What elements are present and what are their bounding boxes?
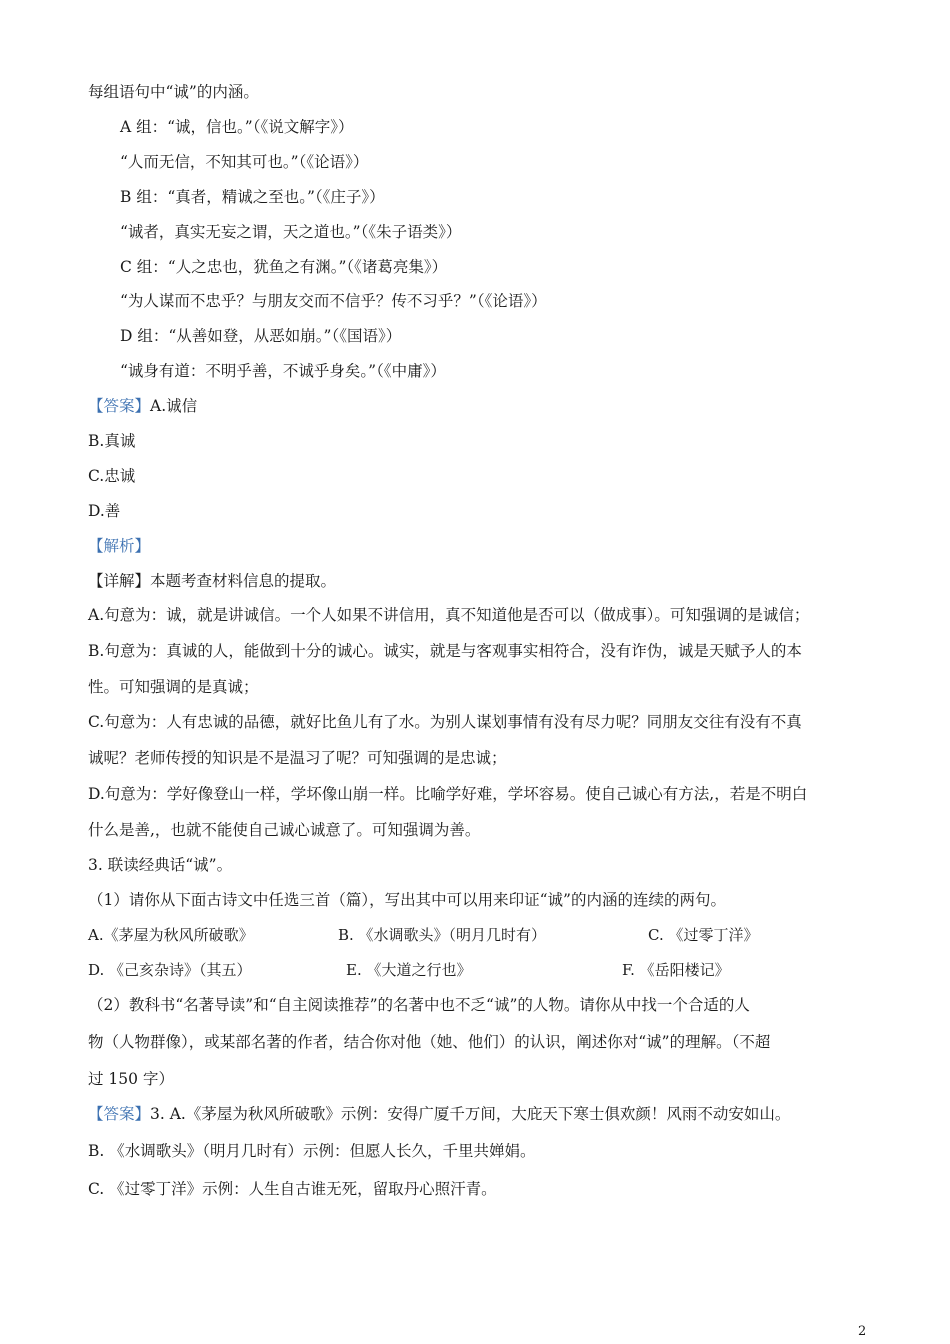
answer3-a: 3. A.《茅屋为秋风所破歌》示例：安得广厦千万间，大庇天下寒士俱欢颜！风雨不动安如山。 (150, 1105, 791, 1123)
analysis-b1: B.句意为：真诚的人，能做到十分的诚心。诚实，就是与客观事实相符合，没有诈伪，诚是天赋予人的本 (88, 642, 802, 660)
analysis-b2: 性。可知强调的是真诚； (88, 678, 259, 696)
answer-d: D.善 (88, 502, 121, 520)
analysis-d2: 什么是善,，也就不能使自己诚心诚意了。可知强调为善。 (88, 821, 481, 839)
answer-a: A.诚信 (150, 397, 198, 415)
analysis-c2: 诚呢？老师传授的知识是不是温习了呢？可知强调的是忠诚； (88, 749, 507, 767)
answer-tag: 【答案】 (88, 397, 151, 415)
option-d: D. 《己亥杂诗》（其五） (88, 961, 252, 979)
quote-b2: “诚者，真实无妄之谓，天之道也。”（《朱子语类》） (120, 223, 462, 241)
answer3-tag: 【答案】 (88, 1105, 151, 1123)
answer1-line (88, 395, 197, 417)
answer3-c: C. 《过零丁洋》示例：人生自古谁无死，留取丹心照汗青。 (88, 1180, 497, 1198)
question3-part1: （1）请你从下面古诗文中任选三首（篇），写出其中可以用来印证“诚”的内涵的连续的两句。 (88, 891, 726, 909)
analysis-d1: D.句意为：学好像登山一样，学坏像山崩一样。比喻学好难，学坏容易。使自己诚心有方法,，若是不明白 (88, 785, 808, 803)
option-f: F. 《岳阳楼记》 (622, 961, 730, 979)
page-number: 2 (858, 1324, 867, 1339)
option-b: B. 《水调歌头》（明月几时有） (338, 926, 547, 944)
question3-title: 3. 联读经典话“诚”。 (88, 856, 233, 874)
quote-a1: A 组：“诚，信也。”（《说文解字》） (120, 118, 354, 136)
analysis-c1: C.句意为：人有忠诚的品德，就好比鱼儿有了水。为别人谋划事情有没有尽力呢？同朋友交往有没有不真 (88, 713, 802, 731)
answer-b: B.真诚 (88, 432, 136, 450)
analysis-a: A.句意为：诚，就是讲诚信。一个人如果不讲信用，真不知道他是否可以（做成事）。可知强调的是诚信； (88, 606, 810, 624)
quote-d2: “诚身有道：不明乎善，不诚乎身矣。”（《中庸》） (120, 362, 446, 380)
analysis-detail: 【详解】本题考查材料信息的提取。 (88, 572, 337, 590)
quotes-intro: 每组语句中“诚”的内涵。 (88, 83, 259, 101)
option-c: C. 《过零丁洋》 (648, 926, 759, 944)
quote-c1: C 组：“人之忠也，犹鱼之有渊。”（《诸葛亮集》） (120, 258, 448, 276)
analysis-tag: 【解析】 (88, 537, 151, 555)
quote-d1: D 组：“从善如登，从恶如崩。”（《国语》） (120, 327, 402, 345)
quote-a2: “人而无信，不知其可也。”（《论语》） (120, 153, 369, 171)
question3-part2b: 物（人物群像），或某部名著的作者，结合你对他（她、他们）的认识，阐述你对“诚”的理解。（不超 (88, 1033, 771, 1051)
question3-part2a: （2）教科书“名著导读”和“自主阅读推荐”的名著中也不乏“诚”的人物。请你从中找一个合适的人 (88, 996, 750, 1014)
option-a: A.《茅屋为秋风所破歌》 (88, 926, 254, 944)
answer-c: C.忠诚 (88, 467, 136, 485)
quote-c2: “为人谋而不忠乎？与朋友交而不信乎？传不习乎？”（《论语》） (120, 292, 547, 310)
quote-b1: B 组：“真者，精诚之至也。”（《庄子》） (120, 188, 385, 206)
option-e: E. 《大道之行也》 (346, 961, 472, 979)
question3-part2c: 过 150 字） (88, 1070, 174, 1088)
answer3-line (88, 1103, 790, 1125)
answer3-b: B. 《水调歌头》（明月几时有）示例：但愿人长久，千里共婵娟。 (88, 1142, 536, 1160)
